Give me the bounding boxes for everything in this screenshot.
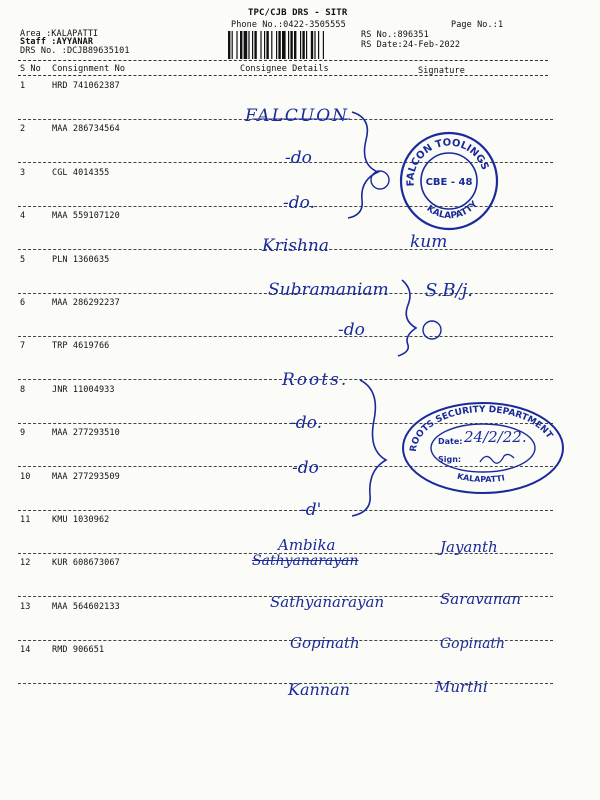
staff-label: Staff :AYYANAR (20, 37, 94, 47)
row-sno: 14 (20, 645, 31, 656)
roots-security-stamp (400, 400, 566, 496)
handwritten-ditto: -do. (283, 193, 315, 213)
handwritten-kannan: Kannan (288, 680, 350, 699)
roots-stamp-date-value: 24/2/22. (464, 428, 527, 446)
row-consignment-number: KUR 608673067 (52, 558, 120, 569)
column-sno: S No (20, 64, 41, 74)
roots-stamp-signature (480, 454, 514, 463)
row-consignment-number: PLN 1360635 (52, 254, 110, 265)
row-sno: 5 (20, 254, 26, 265)
falcon-stamp-code: CBE - 48 (425, 177, 473, 188)
rs-number: RS No.:896351 (361, 30, 429, 40)
row-sno: 10 (20, 471, 31, 482)
handwritten-ditto: -d' (300, 500, 322, 520)
row-sno: 12 (20, 558, 31, 569)
handwritten-roots: Roots. (282, 370, 349, 390)
handwritten-murthy: Murthi (435, 678, 488, 696)
handwritten-gopinath-signature: Gopinath (440, 636, 506, 652)
handwritten-saravanan: Saravanan (440, 590, 522, 608)
falcon-stamp-bottom-text: KALAPATTY (424, 199, 481, 222)
handwritten-gopinath: Gopinath (290, 634, 360, 652)
row-sno: 1 (20, 81, 26, 91)
row-sno: 6 (20, 298, 26, 308)
row-consignment-number: MAA 277293510 (52, 428, 120, 439)
falcon-stamp-top-text: FALCON TOOLINGS (405, 137, 491, 187)
handwritten-struck-name: Sathyanarayan (252, 553, 359, 569)
row-sno: 4 (20, 211, 26, 222)
roots-stamp-sign-label: Sign: (438, 455, 462, 464)
row-sno: 9 (20, 428, 26, 439)
handwritten-falcon: FALCUON (245, 106, 350, 126)
row-consignment-number: TRP 4619766 (52, 341, 110, 352)
handwritten-initials: S.B/j. (425, 280, 474, 301)
handwritten-ditto: -do. (290, 413, 322, 433)
column-consignee: Consignee Details (240, 64, 329, 74)
row-consignment-number: MAA 286292237 (52, 298, 120, 308)
row-consignment-number: MAA 559107120 (52, 211, 120, 222)
roots-stamp-bottom-text: KALAPATTI (456, 471, 506, 485)
row-consignment-number: HRD 741062387 (52, 81, 120, 91)
row-consignment-number: KMU 1030962 (52, 515, 110, 525)
phone-number: Phone No.:0422-3505555 (231, 20, 346, 30)
column-signature: Signature (418, 66, 465, 76)
row-consignment-number: MAA 286734564 (52, 124, 120, 135)
handwritten-sathyanarayan: Sathyanarayan (270, 593, 385, 611)
area-label: Area :KALAPATTI (20, 29, 99, 39)
page-number: Page No.:1 (451, 20, 504, 30)
handwritten-ambika: Ambika (278, 536, 336, 554)
handwritten-krishna: Krishna (262, 236, 330, 256)
row-sno: 2 (20, 124, 26, 135)
drs-number: DRS No. :DCJB89635101 (20, 46, 130, 56)
row-sno: 11 (20, 515, 31, 525)
handwritten-ditto: -do (338, 320, 365, 340)
roots-stamp-top-text: ROOTS SECURITY DEPARTMENT (408, 404, 555, 453)
row-sno: 8 (20, 384, 26, 395)
row-sno: 7 (20, 341, 26, 352)
row-sno: 13 (20, 601, 31, 612)
rs-date: RS Date:24-Feb-2022 (361, 40, 461, 50)
handwritten-jayanth: Jayanth (440, 538, 498, 556)
row-consignment-number: MAA 564602133 (52, 601, 120, 612)
roots-stamp-date-label: Date: (438, 437, 463, 446)
row-consignment-number: JNR 11004933 (52, 384, 115, 395)
handwritten-ditto: -do (285, 148, 312, 168)
falcon-toolings-stamp (396, 128, 502, 234)
row-consignment-number: CGL 4014355 (52, 167, 110, 178)
handwritten-subramaniam: Subramaniam (268, 280, 389, 300)
row-sno: 3 (20, 167, 26, 178)
handwritten-kum: kum (410, 232, 448, 252)
column-consignment: Consignment No (52, 64, 126, 74)
handwritten-ditto: -do (292, 458, 319, 478)
row-consignment-number: RMD 906651 (52, 645, 105, 656)
report-title: TPC/CJB DRS - SITR (248, 8, 348, 18)
row-consignment-number: MAA 277293509 (52, 471, 120, 482)
